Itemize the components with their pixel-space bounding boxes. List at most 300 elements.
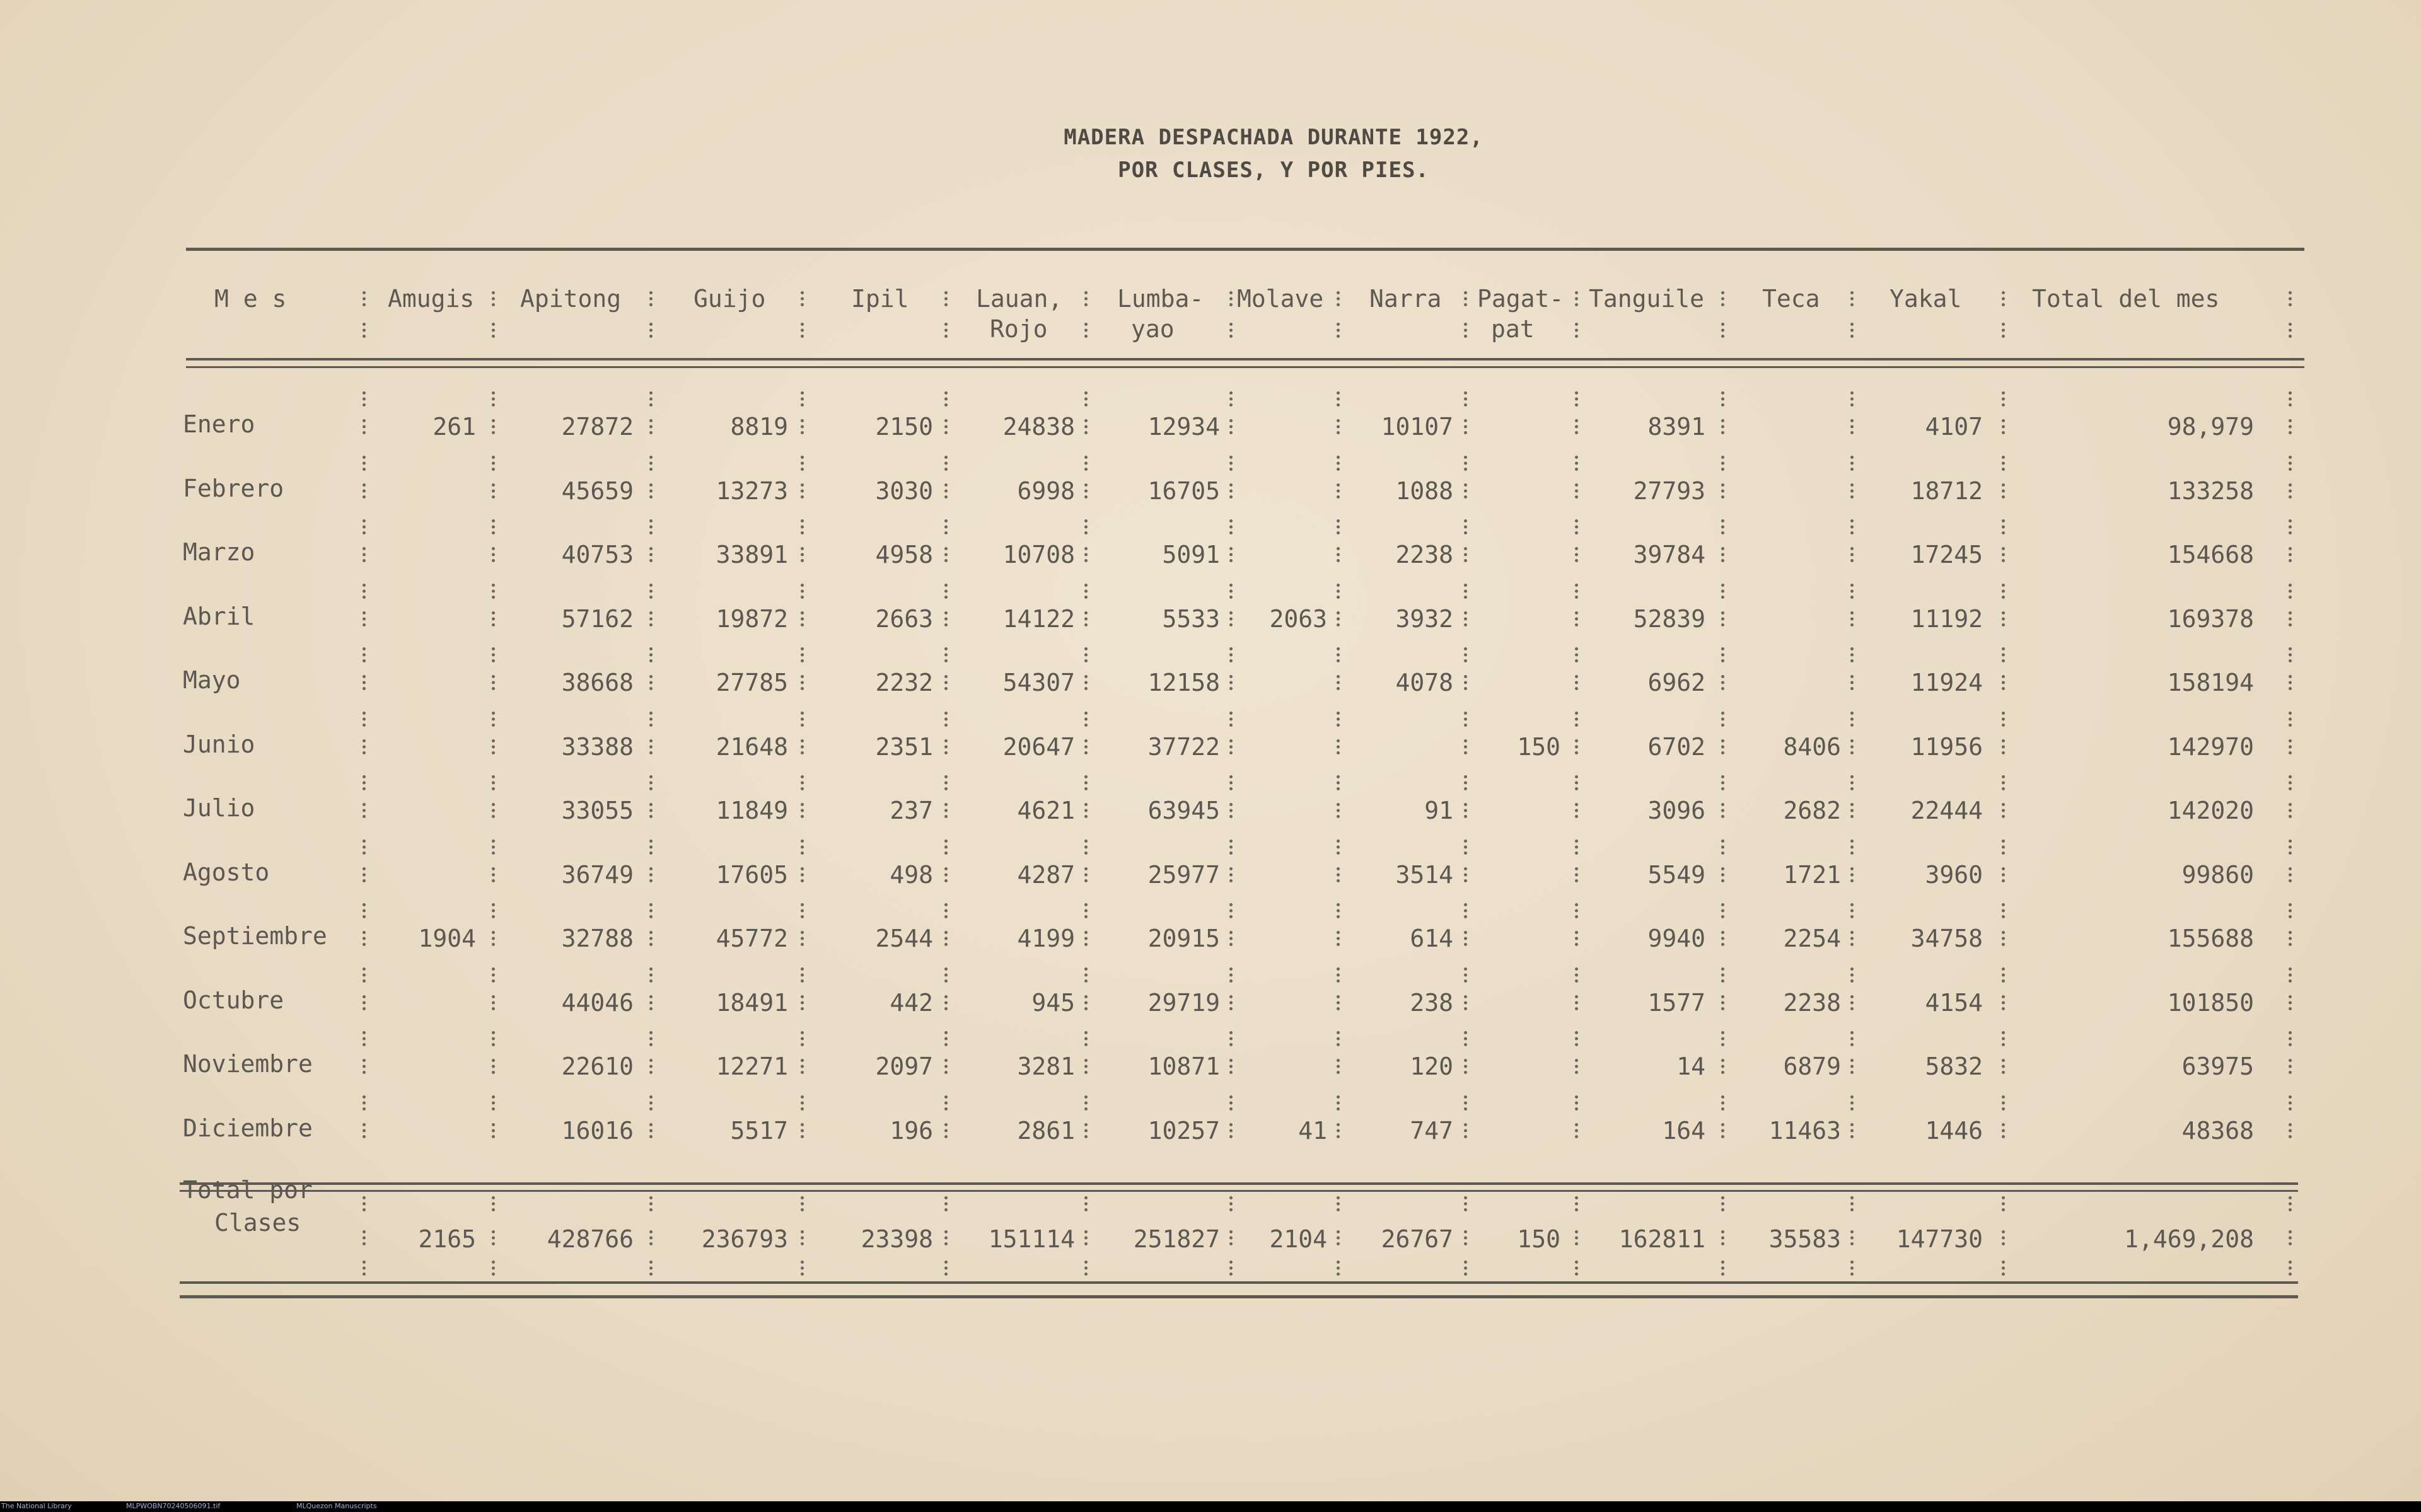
column-separator bbox=[1464, 675, 1471, 690]
column-separator bbox=[1084, 739, 1091, 754]
column-separator bbox=[649, 931, 656, 946]
column-separator bbox=[1721, 1230, 1728, 1245]
table-cell: 2663 bbox=[875, 605, 933, 633]
column-separator bbox=[1850, 1123, 1857, 1138]
total-cell: 147730 bbox=[1896, 1225, 1983, 1253]
column-separator bbox=[363, 1196, 369, 1211]
column-separator bbox=[2289, 803, 2296, 818]
column-separator bbox=[2002, 1261, 2009, 1276]
table-cell: 1904 bbox=[418, 925, 476, 952]
table-cell: 37722 bbox=[1147, 733, 1220, 761]
column-separator bbox=[1721, 903, 1728, 918]
column-separator bbox=[1575, 1095, 1582, 1111]
table-cell: 238 bbox=[1410, 989, 1453, 1017]
table-cell: 57162 bbox=[561, 605, 634, 633]
column-separator bbox=[1337, 419, 1344, 434]
column-separator bbox=[1464, 647, 1471, 662]
column-separator bbox=[1721, 967, 1728, 983]
column-separator bbox=[1229, 967, 1236, 983]
table-cell: 261 bbox=[433, 413, 476, 441]
column-separator bbox=[1721, 519, 1728, 534]
column-separator bbox=[363, 519, 369, 534]
column-separator bbox=[492, 647, 499, 662]
table-cell: 10708 bbox=[1002, 541, 1075, 568]
table-cell: 9940 bbox=[1647, 925, 1705, 952]
column-separator bbox=[1084, 903, 1091, 918]
column-separator bbox=[1721, 775, 1728, 790]
column-separator bbox=[2002, 967, 2009, 983]
column-separator bbox=[1229, 547, 1236, 562]
column-separator bbox=[944, 775, 951, 790]
column-separator bbox=[1084, 611, 1091, 626]
column-separator bbox=[1464, 1230, 1471, 1245]
table-row-month: Mayo bbox=[183, 666, 241, 694]
column-separator bbox=[801, 547, 808, 562]
column-separator bbox=[801, 519, 808, 534]
total-cell: 2104 bbox=[1269, 1225, 1327, 1253]
column-separator bbox=[2002, 803, 2009, 818]
column-separator bbox=[2002, 712, 2009, 727]
column-separator bbox=[1464, 931, 1471, 946]
column-separator bbox=[2002, 995, 2009, 1010]
column-separator bbox=[944, 323, 951, 338]
column-separator bbox=[2289, 483, 2296, 499]
table-cell: 1721 bbox=[1783, 861, 1841, 889]
column-separator bbox=[1084, 456, 1091, 471]
table-cell: 45659 bbox=[561, 477, 634, 505]
column-separator bbox=[492, 840, 499, 855]
archive-footer bbox=[0, 1501, 2421, 1512]
table-cell: 4078 bbox=[1395, 669, 1453, 696]
table-cell: 154668 bbox=[2167, 541, 2254, 568]
table-cell: 10871 bbox=[1147, 1053, 1220, 1080]
column-separator bbox=[944, 584, 951, 599]
column-separator bbox=[1850, 584, 1857, 599]
column-separator bbox=[492, 1095, 499, 1111]
column-separator bbox=[944, 647, 951, 662]
column-separator bbox=[1721, 931, 1728, 946]
column-separator bbox=[2002, 1095, 2009, 1111]
total-cell: 35583 bbox=[1768, 1225, 1841, 1253]
bottom-rule-2 bbox=[180, 1295, 2298, 1298]
table-row-month: Abril bbox=[183, 603, 255, 630]
table-cell: 21648 bbox=[716, 733, 788, 761]
column-separator bbox=[1721, 1031, 1728, 1046]
column-separator bbox=[1850, 1196, 1857, 1211]
column-separator bbox=[1464, 1123, 1471, 1138]
column-separator bbox=[1229, 647, 1236, 662]
column-separator bbox=[1464, 547, 1471, 562]
table-cell: 4287 bbox=[1017, 861, 1075, 889]
table-cell: 33388 bbox=[561, 733, 634, 761]
column-separator bbox=[649, 547, 656, 562]
column-separator bbox=[801, 1196, 808, 1211]
column-separator bbox=[1575, 931, 1582, 946]
column-separator bbox=[1850, 712, 1857, 727]
table-cell: 19872 bbox=[716, 605, 788, 633]
column-separator bbox=[1464, 456, 1471, 471]
bottom-rule-1 bbox=[180, 1281, 2298, 1284]
column-separator bbox=[2289, 647, 2296, 662]
table-cell: 3960 bbox=[1925, 861, 1983, 889]
column-separator bbox=[1850, 867, 1857, 882]
total-label-line2: Clases bbox=[214, 1209, 301, 1237]
column-header: Amugis bbox=[388, 285, 475, 313]
column-separator bbox=[1084, 323, 1091, 338]
column-header: Apitong bbox=[520, 285, 622, 313]
table-cell: 10107 bbox=[1381, 413, 1453, 441]
column-separator bbox=[649, 1059, 656, 1074]
table-row-month: Junio bbox=[183, 730, 255, 758]
column-separator bbox=[944, 291, 951, 306]
table-cell: 6962 bbox=[1647, 669, 1705, 696]
column-separator bbox=[2002, 1196, 2009, 1211]
column-separator bbox=[363, 584, 369, 599]
column-separator bbox=[1464, 775, 1471, 790]
column-separator bbox=[1337, 1031, 1344, 1046]
column-separator bbox=[1337, 1059, 1344, 1074]
column-separator bbox=[1575, 803, 1582, 818]
table-cell: 14 bbox=[1676, 1053, 1705, 1080]
column-separator bbox=[363, 967, 369, 983]
column-separator bbox=[2289, 1230, 2296, 1245]
column-separator bbox=[1575, 611, 1582, 626]
table-top-rule bbox=[186, 248, 2304, 251]
column-separator bbox=[1464, 803, 1471, 818]
column-separator bbox=[1464, 584, 1471, 599]
column-separator bbox=[2289, 867, 2296, 882]
column-separator bbox=[1721, 712, 1728, 727]
table-cell: 12934 bbox=[1147, 413, 1220, 441]
column-separator bbox=[649, 647, 656, 662]
column-separator bbox=[1721, 611, 1728, 626]
table-cell: 2097 bbox=[875, 1053, 933, 1080]
column-separator bbox=[492, 739, 499, 754]
column-separator bbox=[492, 1031, 499, 1046]
column-separator bbox=[2002, 419, 2009, 434]
column-separator bbox=[1229, 1230, 1236, 1245]
table-cell: 2254 bbox=[1783, 925, 1841, 952]
column-separator bbox=[1229, 611, 1236, 626]
table-cell: 12271 bbox=[716, 1053, 788, 1080]
column-separator bbox=[2289, 391, 2296, 407]
column-header: Yakal bbox=[1890, 285, 1962, 313]
table-row-month: Diciembre bbox=[183, 1114, 313, 1142]
table-cell: 16705 bbox=[1147, 477, 1220, 505]
column-header-line2: Rojo bbox=[990, 315, 1048, 343]
column-separator bbox=[492, 1261, 499, 1276]
column-separator bbox=[1084, 803, 1091, 818]
column-separator bbox=[649, 775, 656, 790]
column-separator bbox=[1850, 483, 1857, 499]
column-separator bbox=[1850, 995, 1857, 1010]
column-separator bbox=[1229, 840, 1236, 855]
table-cell: 17245 bbox=[1910, 541, 1983, 568]
table-cell: 52839 bbox=[1633, 605, 1705, 633]
column-separator bbox=[801, 840, 808, 855]
column-separator bbox=[2002, 1031, 2009, 1046]
column-separator bbox=[1337, 712, 1344, 727]
column-separator bbox=[2289, 775, 2296, 790]
table-cell: 1446 bbox=[1925, 1117, 1983, 1145]
column-separator bbox=[2289, 1123, 2296, 1138]
column-separator bbox=[1229, 675, 1236, 690]
table-cell: 2238 bbox=[1395, 541, 1453, 568]
footer-library: The National Library bbox=[1, 1502, 72, 1510]
column-separator bbox=[1229, 867, 1236, 882]
column-separator bbox=[492, 419, 499, 434]
column-separator bbox=[1850, 291, 1857, 306]
column-separator bbox=[492, 675, 499, 690]
column-separator bbox=[2002, 775, 2009, 790]
column-separator bbox=[2002, 584, 2009, 599]
column-separator bbox=[2289, 675, 2296, 690]
column-separator bbox=[1229, 712, 1236, 727]
table-row-month: Julio bbox=[183, 794, 255, 822]
column-separator bbox=[1084, 391, 1091, 407]
column-separator bbox=[1850, 775, 1857, 790]
column-separator bbox=[2289, 1059, 2296, 1074]
column-separator bbox=[492, 1123, 499, 1138]
column-separator bbox=[2002, 840, 2009, 855]
column-separator bbox=[1575, 547, 1582, 562]
column-separator bbox=[1464, 391, 1471, 407]
column-separator bbox=[2289, 419, 2296, 434]
column-separator bbox=[1084, 519, 1091, 534]
column-separator bbox=[1464, 483, 1471, 499]
table-cell: 34758 bbox=[1910, 925, 1983, 952]
column-separator bbox=[1084, 995, 1091, 1010]
column-separator bbox=[944, 931, 951, 946]
column-separator bbox=[1229, 775, 1236, 790]
table-cell: 63975 bbox=[2181, 1053, 2254, 1080]
column-separator bbox=[649, 323, 656, 338]
column-separator bbox=[363, 611, 369, 626]
footer-filename: MLPWOBN70240506091.tif bbox=[126, 1502, 221, 1510]
column-separator bbox=[2289, 456, 2296, 471]
column-separator bbox=[2289, 611, 2296, 626]
column-separator bbox=[1084, 867, 1091, 882]
column-separator bbox=[1229, 519, 1236, 534]
column-separator bbox=[1084, 1059, 1091, 1074]
column-separator bbox=[801, 1031, 808, 1046]
total-cell: 1,469,208 bbox=[2124, 1225, 2254, 1253]
table-cell: 63945 bbox=[1147, 797, 1220, 824]
table-cell: 11192 bbox=[1910, 605, 1983, 633]
column-separator bbox=[1721, 584, 1728, 599]
column-separator bbox=[649, 519, 656, 534]
column-separator bbox=[1850, 931, 1857, 946]
column-separator bbox=[492, 291, 499, 306]
column-separator bbox=[363, 291, 369, 306]
column-separator bbox=[944, 519, 951, 534]
column-separator bbox=[801, 903, 808, 918]
column-separator bbox=[1229, 483, 1236, 499]
column-separator bbox=[1575, 903, 1582, 918]
table-row-month: Noviembre bbox=[183, 1050, 313, 1078]
column-separator bbox=[1229, 419, 1236, 434]
column-separator bbox=[801, 584, 808, 599]
column-separator bbox=[363, 1059, 369, 1074]
column-separator bbox=[492, 584, 499, 599]
column-separator bbox=[1337, 391, 1344, 407]
column-separator bbox=[944, 1196, 951, 1211]
column-separator bbox=[1575, 1261, 1582, 1276]
column-separator bbox=[363, 547, 369, 562]
column-separator bbox=[1464, 867, 1471, 882]
column-separator bbox=[801, 739, 808, 754]
column-separator bbox=[944, 1059, 951, 1074]
column-separator bbox=[1721, 867, 1728, 882]
column-separator bbox=[1575, 647, 1582, 662]
column-separator bbox=[1084, 647, 1091, 662]
table-cell: 442 bbox=[890, 989, 933, 1017]
table-cell: 8819 bbox=[730, 413, 788, 441]
column-separator bbox=[2002, 391, 2009, 407]
column-separator bbox=[1721, 391, 1728, 407]
table-cell: 6702 bbox=[1647, 733, 1705, 761]
column-separator bbox=[1850, 1031, 1857, 1046]
table-cell: 2544 bbox=[875, 925, 933, 952]
column-separator bbox=[1575, 419, 1582, 434]
column-separator bbox=[2002, 739, 2009, 754]
table-cell: 40753 bbox=[561, 541, 634, 568]
table-cell: 27793 bbox=[1633, 477, 1705, 505]
column-separator bbox=[2289, 1196, 2296, 1211]
column-separator bbox=[492, 519, 499, 534]
column-separator bbox=[363, 867, 369, 882]
table-row-month: Agosto bbox=[183, 858, 270, 886]
column-separator bbox=[2002, 547, 2009, 562]
column-separator bbox=[801, 419, 808, 434]
column-header: Teca bbox=[1762, 285, 1820, 313]
document-subtitle: POR CLASES, Y POR PIES. bbox=[1118, 158, 1429, 183]
column-separator bbox=[1084, 1196, 1091, 1211]
column-separator bbox=[1229, 803, 1236, 818]
column-separator bbox=[1850, 675, 1857, 690]
column-separator bbox=[1229, 456, 1236, 471]
column-separator bbox=[1084, 967, 1091, 983]
footer-collection: MLQuezon Manuscripts bbox=[296, 1502, 377, 1510]
column-separator bbox=[1850, 1059, 1857, 1074]
column-separator bbox=[1337, 995, 1344, 1010]
column-separator bbox=[492, 803, 499, 818]
column-separator bbox=[1850, 903, 1857, 918]
column-separator bbox=[944, 712, 951, 727]
column-separator bbox=[1721, 1095, 1728, 1111]
column-separator bbox=[1084, 547, 1091, 562]
column-separator bbox=[801, 291, 808, 306]
table-cell: 98,979 bbox=[2167, 413, 2254, 441]
table-cell: 41 bbox=[1298, 1117, 1327, 1145]
table-row-month: Enero bbox=[183, 410, 255, 438]
column-separator bbox=[363, 1031, 369, 1046]
table-cell: 169378 bbox=[2167, 605, 2254, 633]
table-cell: 5517 bbox=[730, 1117, 788, 1145]
table-cell: 91 bbox=[1424, 797, 1453, 824]
table-cell: 5091 bbox=[1162, 541, 1220, 568]
total-cell: 150 bbox=[1517, 1225, 1560, 1253]
column-separator bbox=[492, 1196, 499, 1211]
column-separator bbox=[1850, 611, 1857, 626]
column-separator bbox=[363, 1230, 369, 1245]
table-cell: 45772 bbox=[716, 925, 788, 952]
column-separator bbox=[1229, 291, 1236, 306]
column-separator bbox=[1229, 903, 1236, 918]
column-separator bbox=[1575, 967, 1582, 983]
column-separator bbox=[944, 995, 951, 1010]
table-cell: 196 bbox=[890, 1117, 933, 1145]
column-separator bbox=[1575, 712, 1582, 727]
column-separator bbox=[2289, 1261, 2296, 1276]
table-cell: 3932 bbox=[1395, 605, 1453, 633]
column-separator bbox=[1464, 1261, 1471, 1276]
column-separator bbox=[1850, 547, 1857, 562]
column-separator bbox=[801, 1095, 808, 1111]
column-header-line2: pat bbox=[1491, 315, 1535, 343]
table-cell: 8406 bbox=[1783, 733, 1841, 761]
total-cell: 428766 bbox=[547, 1225, 634, 1253]
column-separator bbox=[1721, 291, 1728, 306]
column-separator bbox=[1337, 867, 1344, 882]
column-header: Tanguile bbox=[1589, 285, 1705, 313]
column-separator bbox=[801, 1123, 808, 1138]
table-cell: 27785 bbox=[716, 669, 788, 696]
column-separator bbox=[649, 1230, 656, 1245]
column-separator bbox=[363, 323, 369, 338]
table-cell: 3096 bbox=[1647, 797, 1705, 824]
table-cell: 120 bbox=[1410, 1053, 1453, 1080]
table-cell: 155688 bbox=[2167, 925, 2254, 952]
table-cell: 1577 bbox=[1647, 989, 1705, 1017]
column-separator bbox=[1084, 1261, 1091, 1276]
total-cell: 162811 bbox=[1618, 1225, 1705, 1253]
column-separator bbox=[801, 931, 808, 946]
column-header: Molave bbox=[1237, 285, 1324, 313]
table-cell: 2238 bbox=[1783, 989, 1841, 1017]
column-separator bbox=[944, 739, 951, 754]
column-separator bbox=[944, 840, 951, 855]
table-cell: 16016 bbox=[561, 1117, 634, 1145]
column-separator bbox=[1721, 419, 1728, 434]
column-separator bbox=[944, 611, 951, 626]
column-separator bbox=[363, 995, 369, 1010]
table-cell: 8391 bbox=[1647, 413, 1705, 441]
column-separator bbox=[944, 1261, 951, 1276]
total-label: Total por bbox=[183, 1176, 313, 1204]
column-separator bbox=[649, 291, 656, 306]
column-separator bbox=[492, 931, 499, 946]
column-separator bbox=[492, 867, 499, 882]
total-rule-2 bbox=[180, 1190, 2298, 1192]
column-separator bbox=[363, 739, 369, 754]
column-separator bbox=[2289, 840, 2296, 855]
table-cell: 2861 bbox=[1017, 1117, 1075, 1145]
column-separator bbox=[801, 867, 808, 882]
column-separator bbox=[492, 903, 499, 918]
table-cell: 12158 bbox=[1147, 669, 1220, 696]
column-separator bbox=[1575, 1031, 1582, 1046]
column-header: Total del mes bbox=[2032, 285, 2220, 313]
table-row-month: Octubre bbox=[183, 986, 284, 1014]
column-separator bbox=[649, 391, 656, 407]
column-separator bbox=[363, 391, 369, 407]
column-separator bbox=[1337, 1261, 1344, 1276]
column-separator bbox=[1229, 1261, 1236, 1276]
column-separator bbox=[1721, 483, 1728, 499]
total-cell: 26767 bbox=[1381, 1225, 1453, 1253]
column-separator bbox=[1721, 803, 1728, 818]
